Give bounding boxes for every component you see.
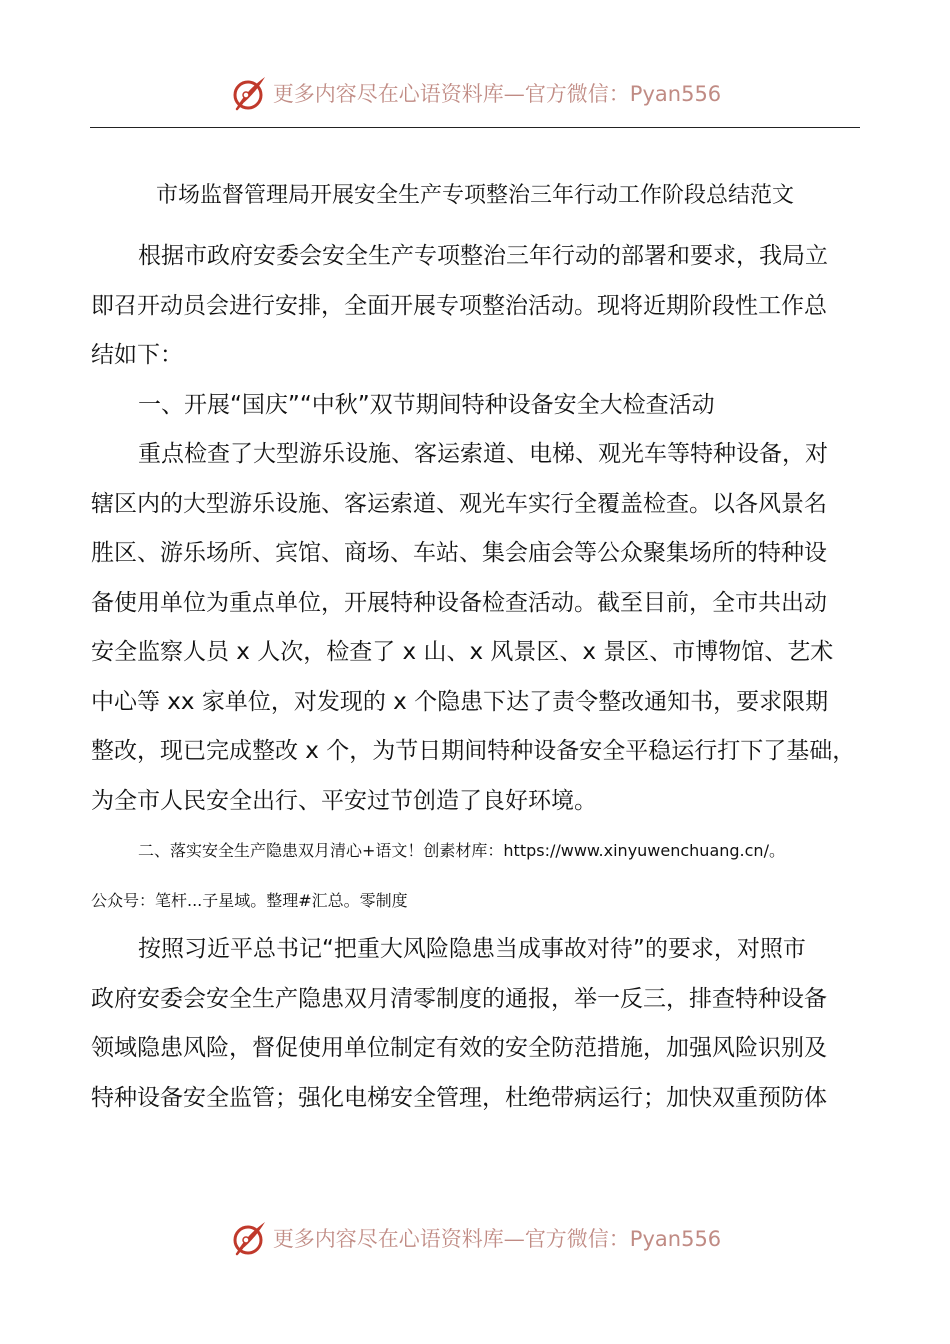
footer-banner bbox=[0, 1216, 950, 1260]
quill-pen-logo-icon bbox=[229, 1218, 269, 1258]
body-line: 安全监察人员 x 人次，检查了 x 山、x 风景区、x 景区、市博物馆、艺术 bbox=[91, 639, 834, 665]
body-line: 辖区内的大型游乐设施、客运索道、观光车实行全覆盖检查。以各风景名 bbox=[91, 490, 827, 517]
body-line: 胜区、游乐场所、宾馆、商场、车站、集会庙会等公众聚集场所的特种设 bbox=[91, 540, 827, 566]
body-line: 为全市人民安全出行、平安过节创造了良好环境。 bbox=[91, 787, 597, 814]
header-divider bbox=[90, 127, 860, 128]
document-title: 市场监督管理局开展安全生产专项整治三年行动工作阶段总结范文 bbox=[155, 183, 794, 208]
body-line: 备使用单位为重点单位，开展特种设备检查活动。截至目前，全市共出动 bbox=[91, 589, 827, 616]
document-body bbox=[91, 232, 861, 1123]
section-heading-small: 二、落实安全生产隐患双月清心+语文！创素材库：https://www.xinyuwenchuang.cn/。 bbox=[138, 841, 785, 860]
banner-wechat-text: 官方微信：Pyan556 bbox=[524, 82, 722, 106]
body-line: 领域隐患风险，督促使用单位制定有效的安全防范措施，加强风险识别及 bbox=[91, 1035, 827, 1061]
body-line: 结如下： bbox=[91, 342, 183, 368]
banner-promo-text: 更多内容尽在心语资料库— bbox=[272, 1227, 525, 1251]
body-line: 政府安委会安全生产隐患双月清零制度的通报，举一反三，排查特种设备 bbox=[91, 985, 827, 1012]
body-line: 根据市政府安委会安全生产专项整治三年行动的部署和要求，我局立 bbox=[138, 243, 828, 269]
body-line: 整改，现已完成整改 x 个，为节日期间特种设备安全平稳运行打下了基础， bbox=[91, 738, 856, 764]
quill-pen-logo-icon bbox=[229, 73, 269, 113]
body-line: 即召开动员会进行安排，全面开展专项整治活动。现将近期阶段性工作总 bbox=[91, 292, 827, 319]
body-line-small: 公众号：笔杆...子星域。整理#汇总。零制度 bbox=[91, 890, 408, 910]
body-line: 重点检查了大型游乐设施、客运索道、电梯、观光车等特种设备，对 bbox=[138, 441, 828, 467]
banner-wechat-text: 官方微信：Pyan556 bbox=[524, 1227, 722, 1251]
section-heading: 一、开展“国庆”“中秋”双节期间特种设备安全大检查活动 bbox=[138, 391, 715, 418]
body-line: 中心等 xx 家单位，对发现的 x 个隐患下达了责令整改通知书，要求限期 bbox=[91, 688, 829, 715]
header-banner bbox=[0, 71, 950, 115]
banner-promo-text: 更多内容尽在心语资料库— bbox=[272, 82, 525, 106]
body-line: 特种设备安全监管；强化电梯安全管理，杜绝带病运行；加快双重预防体 bbox=[91, 1084, 827, 1111]
body-line: 按照习近平总书记“把重大风险隐患当成事故对待”的要求，对照市 bbox=[138, 936, 806, 962]
